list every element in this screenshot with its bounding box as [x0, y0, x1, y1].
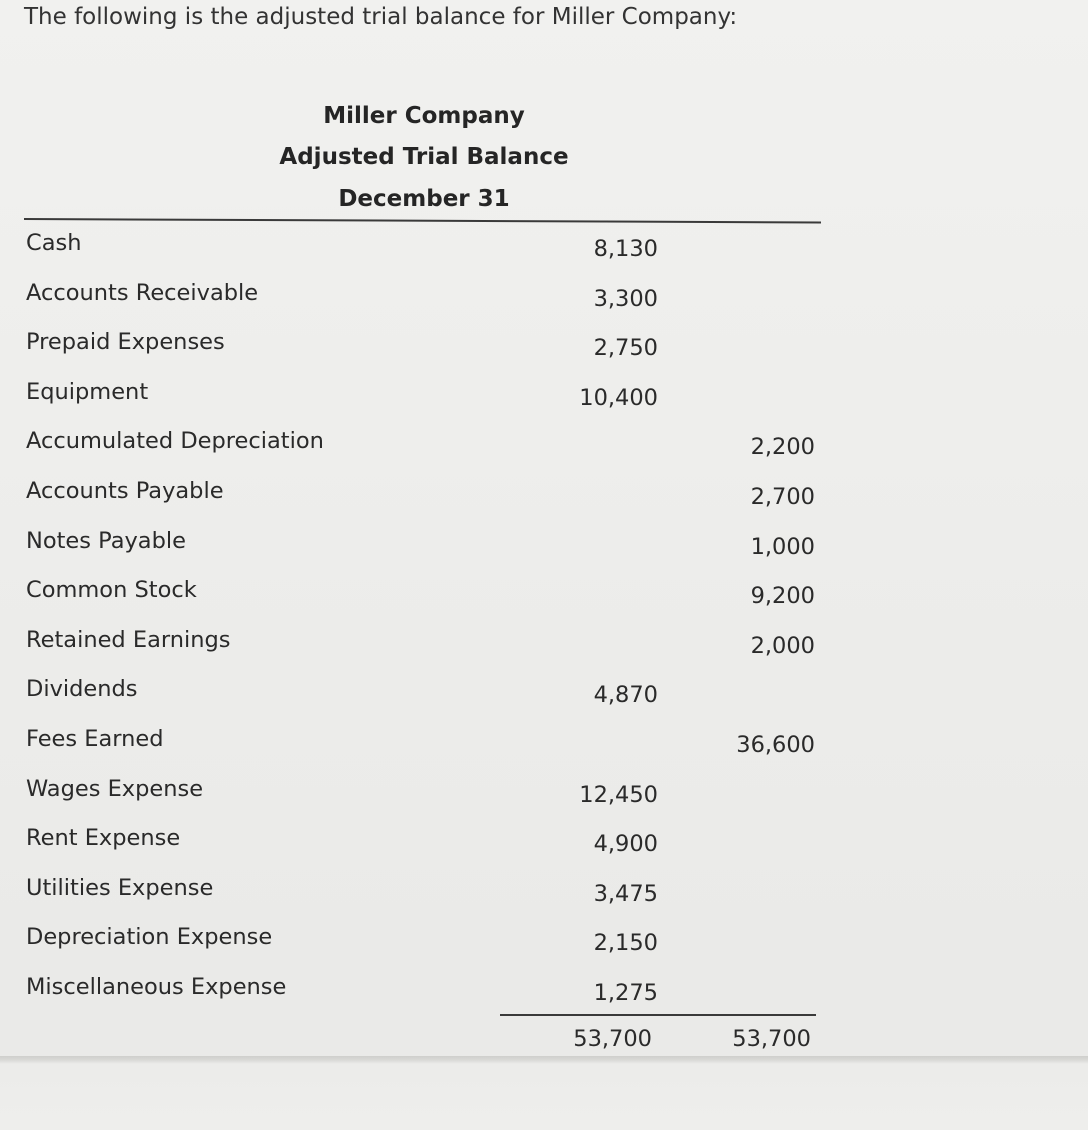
account-name: Accounts Payable: [26, 477, 224, 504]
table-row: [0, 524, 1088, 574]
report-date: December 31: [338, 186, 510, 212]
intro-text: The following is the adjusted trial balance for Miller Company:: [24, 4, 738, 30]
account-name: Accumulated Depreciation: [26, 428, 324, 455]
account-name: Cash: [26, 230, 82, 256]
table-row: [0, 276, 1088, 326]
account-name: Accounts Receivable: [26, 279, 259, 306]
company-name: Miller Company: [323, 103, 525, 129]
credit-amount: 9,200: [750, 583, 815, 610]
table-row: [0, 325, 1088, 375]
bottom-band: [0, 1056, 1088, 1130]
account-name: Fees Earned: [26, 725, 164, 752]
credit-amount: 2,200: [750, 434, 815, 461]
account-name: Common Stock: [26, 577, 197, 604]
table-row: [0, 226, 1088, 276]
credit-amount: 36,600: [736, 731, 815, 758]
table-row: [0, 424, 1088, 474]
account-name: Retained Earnings: [26, 626, 231, 653]
table-row: [0, 871, 1088, 921]
header-rule: [24, 218, 821, 223]
account-name: Rent Expense: [26, 825, 181, 852]
credit-amount: 2,700: [750, 483, 815, 510]
account-name: Equipment: [26, 378, 149, 405]
credit-total: 53,700: [732, 1026, 811, 1052]
account-name: Prepaid Expenses: [26, 329, 225, 356]
table-row: [0, 920, 1088, 970]
account-name: Wages Expense: [26, 775, 204, 802]
table-row: [0, 573, 1088, 623]
table-row: [0, 672, 1088, 722]
table-row: [0, 772, 1088, 822]
debit-amount: 3,300: [593, 285, 658, 312]
table-row: [0, 970, 1088, 1020]
totals-rule: [500, 1014, 816, 1016]
table-row: [0, 722, 1088, 772]
report-title: Adjusted Trial Balance: [279, 144, 569, 170]
debit-amount: 10,400: [579, 384, 658, 411]
debit-amount: 12,450: [579, 781, 658, 808]
debit-amount: 1,275: [593, 979, 658, 1006]
account-name: Miscellaneous Expense: [26, 973, 287, 1000]
table-row: [0, 821, 1088, 871]
credit-amount: 1,000: [750, 533, 815, 560]
table-row: [0, 623, 1088, 673]
debit-amount: 2,150: [593, 930, 658, 957]
account-name: Dividends: [26, 676, 138, 703]
account-name: Notes Payable: [26, 527, 186, 554]
table-row: [0, 474, 1088, 524]
account-name: Utilities Expense: [26, 874, 214, 901]
table-row: [0, 375, 1088, 425]
debit-amount: 4,900: [593, 831, 658, 858]
account-name: Depreciation Expense: [26, 924, 273, 951]
debit-amount: 4,870: [593, 682, 658, 709]
trial-balance-table: [0, 226, 1088, 1020]
debit-total: 53,700: [573, 1026, 652, 1052]
credit-amount: 2,000: [750, 632, 815, 659]
debit-amount: 3,475: [593, 880, 658, 907]
debit-amount: 2,750: [593, 335, 658, 362]
debit-amount: 8,130: [593, 236, 658, 262]
